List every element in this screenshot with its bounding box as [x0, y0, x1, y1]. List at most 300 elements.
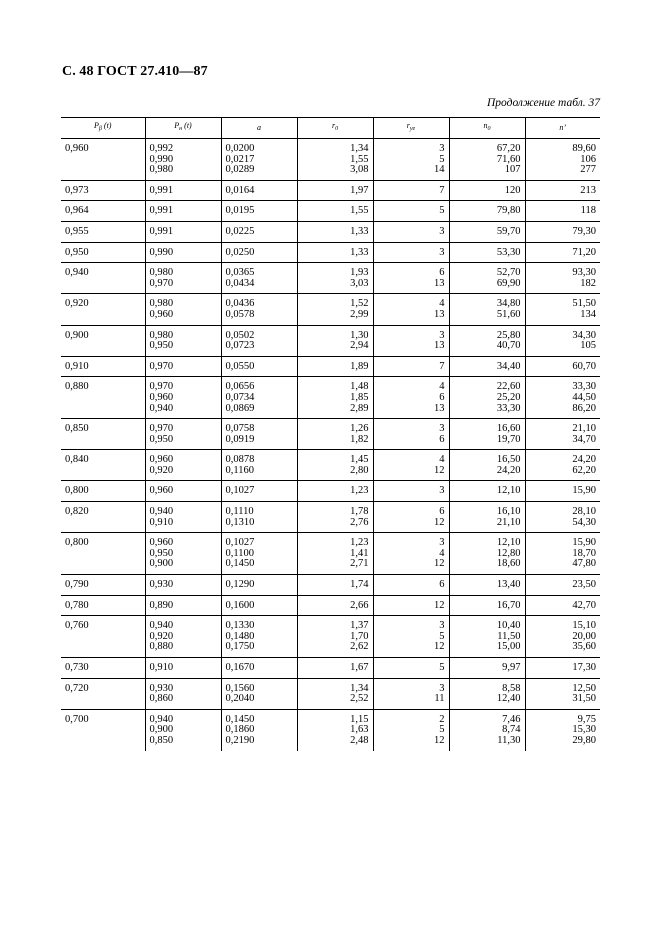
cell-value: 71,20 [572, 246, 596, 258]
cell-n0 [449, 616, 525, 658]
cell-value: 1,78 [350, 506, 369, 518]
cell-value: 0,0289 [225, 164, 255, 176]
cell-value: 15,10 [572, 620, 596, 632]
cell-value: 1,30 [350, 329, 369, 341]
column-header: $r_0$ [297, 118, 373, 139]
cell-value: 0,0200 [225, 143, 255, 154]
cell-p-beta [61, 201, 145, 222]
column-header: $P_\beta$ (t) [61, 118, 145, 139]
cell-a [221, 294, 297, 325]
cell-p-beta [61, 709, 145, 750]
cell-p-beta [61, 658, 145, 679]
cell-value: 0,950 [149, 547, 174, 559]
cell-value: 89,60 [572, 143, 596, 154]
cell-r-ye [373, 595, 449, 616]
cell-a [221, 678, 297, 709]
cell-n-prime [525, 658, 600, 679]
cell-value: 3 [439, 620, 445, 632]
cell-r0 [297, 356, 373, 377]
cell-value: 3 [439, 423, 445, 435]
cell-n0 [449, 658, 525, 679]
cell-value: 0,1100 [225, 547, 254, 559]
cell-value: 0,960 [65, 143, 89, 154]
cell-value: 44,50 [572, 391, 596, 403]
cell-p-beta [61, 377, 145, 419]
table-row [61, 242, 600, 263]
cell-a [221, 595, 297, 616]
cell-r-ye [373, 201, 449, 222]
cell-value: 107 [504, 164, 521, 176]
cell-p-beta [61, 450, 145, 481]
cell-value: 12 [434, 599, 445, 611]
cell-value: 0,0723 [225, 340, 255, 352]
cell-n0 [449, 242, 525, 263]
page-header: С. 48 ГОСТ 27.410—87 [62, 64, 208, 79]
cell-value: 59,70 [496, 225, 521, 237]
cell-value: 34,40 [496, 360, 521, 372]
cell-value: 0,940 [149, 620, 174, 632]
cell-value: 0,980 [149, 267, 174, 279]
cell-value: 5 [439, 205, 445, 217]
cell-value: 11,30 [497, 734, 521, 746]
cell-a [221, 450, 297, 481]
cell-value: 0,940 [149, 402, 174, 414]
cell-value: 0,1750 [225, 641, 255, 653]
cell-value: 0,0436 [225, 298, 255, 310]
cell-value: 51,60 [496, 308, 521, 320]
cell-value: 13 [434, 277, 445, 289]
cell-value: 0,960 [149, 391, 174, 403]
cell-value: 120 [504, 184, 521, 196]
table-header-row [61, 118, 600, 139]
cell-value: 71,60 [496, 153, 521, 165]
cell-value: 1,70 [350, 630, 369, 642]
cell-value: 0,0225 [225, 225, 255, 237]
table-row [61, 481, 600, 502]
cell-value: 34,80 [496, 298, 521, 310]
cell-a [221, 709, 297, 750]
cell-r0 [297, 263, 373, 294]
cell-value: 7 [439, 184, 445, 196]
cell-n-prime [525, 180, 600, 201]
cell-n0 [449, 377, 525, 419]
cell-value: 1,26 [350, 423, 369, 435]
cell-value: 8,74 [502, 724, 521, 736]
cell-value: 1,15 [350, 713, 369, 725]
cell-p-n [145, 221, 221, 242]
cell-value: 0,920 [149, 630, 174, 642]
cell-value: 0,940 [149, 713, 174, 725]
table-row [61, 294, 600, 325]
cell-p-n [145, 263, 221, 294]
cell-value: 0,1860 [225, 724, 255, 736]
cell-value: 0,1450 [225, 713, 255, 725]
cell-value: 21,10 [572, 423, 596, 435]
cell-value: 6 [439, 267, 445, 279]
cell-r0 [297, 201, 373, 222]
cell-n-prime [525, 263, 600, 294]
cell-value: 2,76 [350, 516, 369, 528]
cell-n-prime [525, 356, 600, 377]
cell-p-beta [61, 139, 145, 181]
cell-a [221, 419, 297, 450]
cell-value: 1,33 [350, 225, 369, 237]
cell-p-beta [61, 325, 145, 356]
table-row [61, 595, 600, 616]
cell-r-ye [373, 180, 449, 201]
cell-value: 12,50 [572, 682, 596, 694]
cell-r0 [297, 377, 373, 419]
cell-value: 0,0434 [225, 277, 255, 289]
cell-a [221, 502, 297, 533]
cell-a [221, 658, 297, 679]
cell-value: 0,991 [149, 225, 174, 237]
cell-r-ye [373, 616, 449, 658]
cell-value: 3,03 [350, 277, 369, 289]
cell-value: 0,0878 [225, 454, 255, 466]
column-header: $n_0$ [449, 118, 525, 139]
cell-r0 [297, 450, 373, 481]
cell-value: 16,70 [496, 599, 521, 611]
cell-value: 1,55 [350, 153, 369, 165]
cell-value: 0,990 [149, 153, 174, 165]
cell-p-n [145, 575, 221, 596]
cell-p-n [145, 595, 221, 616]
cell-value: 0,720 [65, 682, 89, 694]
cell-value: 13 [434, 402, 445, 414]
cell-value: 0,1450 [225, 558, 255, 570]
cell-value: 67,20 [496, 143, 521, 154]
cell-n0 [449, 263, 525, 294]
table-row [61, 450, 600, 481]
table-row [61, 139, 600, 181]
cell-p-n [145, 419, 221, 450]
cell-value: 0,0164 [225, 184, 255, 196]
cell-value: 0,910 [65, 360, 89, 372]
cell-value: 0,920 [149, 464, 174, 476]
cell-p-n [145, 139, 221, 181]
cell-value: 69,90 [496, 277, 521, 289]
cell-value: 11 [434, 693, 445, 705]
cell-r-ye [373, 377, 449, 419]
cell-value: 52,70 [496, 267, 521, 279]
table-row [61, 658, 600, 679]
cell-value: 0,0195 [225, 205, 255, 217]
cell-value: 6 [439, 506, 445, 518]
cell-value: 7 [439, 360, 445, 372]
cell-a [221, 377, 297, 419]
cell-value: 0,930 [149, 682, 174, 694]
cell-value: 0,850 [149, 734, 174, 746]
cell-value: 0,1480 [225, 630, 255, 642]
cell-p-n [145, 481, 221, 502]
column-header: $P_н$ (t) [145, 118, 221, 139]
cell-value: 0,1330 [225, 620, 255, 632]
cell-n-prime [525, 678, 600, 709]
cell-r0 [297, 139, 373, 181]
cell-value: 0,800 [65, 537, 89, 549]
column-header: a [221, 118, 297, 139]
cell-value: 0,840 [65, 454, 89, 466]
cell-value: 1,48 [350, 381, 369, 393]
cell-n0 [449, 221, 525, 242]
cell-r0 [297, 678, 373, 709]
cell-value: 0,980 [149, 164, 174, 176]
cell-value: 1,89 [350, 360, 369, 372]
cell-value: 0,970 [149, 423, 174, 435]
cell-value: 0,910 [149, 516, 174, 528]
table-row [61, 221, 600, 242]
cell-r-ye [373, 709, 449, 750]
cell-value: 16,60 [496, 423, 521, 435]
cell-r-ye [373, 450, 449, 481]
cell-n-prime [525, 502, 600, 533]
cell-value: 2,62 [350, 641, 369, 653]
cell-p-beta [61, 502, 145, 533]
cell-value: 13,40 [496, 579, 521, 591]
cell-value: 33,30 [496, 402, 521, 414]
cell-n0 [449, 595, 525, 616]
cell-value: 9,75 [577, 713, 596, 725]
cell-value: 12,10 [496, 485, 521, 497]
cell-value: 0,964 [65, 205, 89, 217]
cell-n-prime [525, 242, 600, 263]
cell-r0 [297, 242, 373, 263]
cell-value: 0,880 [149, 641, 174, 653]
cell-value: 35,60 [572, 641, 596, 653]
cell-value: 7,46 [502, 713, 521, 725]
cell-value: 34,70 [572, 433, 596, 445]
cell-value: 5 [439, 153, 445, 165]
cell-value: 0,850 [65, 423, 89, 435]
cell-r-ye [373, 481, 449, 502]
cell-value: 3,08 [350, 164, 369, 176]
cell-value: 15,00 [496, 641, 521, 653]
cell-value: 47,80 [572, 558, 596, 570]
cell-value: 0,940 [65, 267, 89, 279]
cell-p-n [145, 242, 221, 263]
cell-value: 0,760 [65, 620, 89, 632]
cell-value: 40,70 [496, 340, 521, 352]
cell-value: 277 [580, 164, 596, 176]
cell-a [221, 201, 297, 222]
cell-r0 [297, 658, 373, 679]
cell-value: 0,790 [65, 579, 89, 591]
cell-value: 0,1160 [225, 464, 254, 476]
table-row [61, 678, 600, 709]
cell-r0 [297, 294, 373, 325]
cell-n-prime [525, 481, 600, 502]
cell-value: 0,860 [149, 693, 174, 705]
cell-value: 0,991 [149, 184, 174, 196]
cell-value: 0,0550 [225, 360, 255, 372]
cell-value: 18,70 [572, 547, 596, 559]
cell-n-prime [525, 616, 600, 658]
cell-value: 1,23 [350, 485, 369, 497]
cell-n0 [449, 502, 525, 533]
cell-p-n [145, 294, 221, 325]
cell-r-ye [373, 242, 449, 263]
cell-value: 0,880 [65, 381, 89, 393]
cell-value: 23,50 [572, 579, 596, 591]
cell-value: 0,1310 [225, 516, 255, 528]
cell-r0 [297, 325, 373, 356]
cell-a [221, 139, 297, 181]
table-row [61, 325, 600, 356]
cell-value: 17,30 [572, 662, 596, 673]
cell-value: 1,55 [350, 205, 369, 217]
cell-value: 0,960 [149, 537, 174, 549]
cell-value: 1,34 [350, 682, 369, 694]
cell-n-prime [525, 139, 600, 181]
cell-value: 14 [434, 164, 445, 176]
cell-value: 1,45 [350, 454, 369, 466]
cell-n0 [449, 201, 525, 222]
cell-n0 [449, 419, 525, 450]
cell-value: 0,1027 [225, 537, 255, 549]
cell-n-prime [525, 450, 600, 481]
cell-r-ye [373, 294, 449, 325]
cell-value: 4 [439, 547, 445, 559]
cell-value: 6 [439, 579, 445, 591]
cell-value: 2 [439, 713, 445, 725]
cell-value: 13 [434, 340, 445, 352]
table-row [61, 502, 600, 533]
cell-value: 0,1110 [225, 506, 254, 518]
table-row [61, 419, 600, 450]
cell-value: 4 [439, 381, 445, 393]
cell-a [221, 481, 297, 502]
cell-a [221, 180, 297, 201]
cell-value: 5 [439, 662, 445, 673]
cell-value: 2,94 [350, 340, 369, 352]
cell-r-ye [373, 325, 449, 356]
cell-value: 0,990 [149, 246, 174, 258]
cell-r0 [297, 419, 373, 450]
cell-value: 0,890 [149, 599, 174, 611]
cell-n-prime [525, 325, 600, 356]
cell-value: 3 [439, 682, 445, 694]
cell-value: 1,74 [350, 579, 369, 591]
cell-n0 [449, 481, 525, 502]
cell-p-beta [61, 263, 145, 294]
cell-value: 0,920 [65, 298, 89, 310]
cell-value: 10,40 [496, 620, 521, 632]
cell-value: 0,960 [149, 308, 174, 320]
cell-n0 [449, 533, 525, 575]
cell-value: 62,20 [572, 464, 596, 476]
cell-value: 9,97 [502, 662, 521, 673]
cell-value: 0,1560 [225, 682, 255, 694]
table-row [61, 377, 600, 419]
cell-n-prime [525, 419, 600, 450]
cell-a [221, 263, 297, 294]
table-row [61, 263, 600, 294]
table-row [61, 709, 600, 750]
cell-value: 1,63 [350, 724, 369, 736]
cell-value: 79,30 [572, 225, 596, 237]
cell-p-beta [61, 419, 145, 450]
table-row [61, 180, 600, 201]
cell-value: 53,30 [496, 246, 521, 258]
cell-r-ye [373, 221, 449, 242]
cell-value: 3 [439, 225, 445, 237]
cell-value: 105 [580, 340, 596, 352]
cell-n0 [449, 180, 525, 201]
cell-value: 16,50 [496, 454, 521, 466]
cell-value: 1,82 [350, 433, 369, 445]
cell-value: 0,970 [149, 360, 174, 372]
cell-r-ye [373, 356, 449, 377]
cell-value: 0,730 [65, 662, 89, 673]
cell-p-n [145, 325, 221, 356]
cell-value: 0,0919 [225, 433, 255, 445]
cell-a [221, 616, 297, 658]
cell-a [221, 242, 297, 263]
cell-value: 3 [439, 537, 445, 549]
cell-n-prime [525, 201, 600, 222]
cell-value: 34,30 [572, 329, 596, 341]
cell-r0 [297, 709, 373, 750]
cell-p-beta [61, 678, 145, 709]
cell-a [221, 356, 297, 377]
cell-value: 20,00 [572, 630, 596, 642]
cell-n0 [449, 709, 525, 750]
cell-n-prime [525, 294, 600, 325]
cell-value: 18,60 [496, 558, 521, 570]
cell-value: 19,70 [496, 433, 521, 445]
cell-r0 [297, 533, 373, 575]
cell-value: 3 [439, 143, 445, 154]
cell-value: 12 [434, 734, 445, 746]
cell-value: 11,50 [497, 630, 521, 642]
cell-value: 0,0365 [225, 267, 255, 279]
cell-p-beta [61, 221, 145, 242]
cell-p-beta [61, 575, 145, 596]
cell-n-prime [525, 533, 600, 575]
cell-value: 3 [439, 485, 445, 497]
cell-value: 15,90 [572, 485, 596, 497]
cell-value: 0,910 [149, 662, 174, 673]
cell-value: 0,950 [65, 246, 89, 258]
cell-p-beta [61, 180, 145, 201]
cell-value: 0,1670 [225, 662, 255, 673]
cell-value: 3 [439, 329, 445, 341]
cell-value: 8,58 [502, 682, 521, 694]
cell-value: 1,33 [350, 246, 369, 258]
cell-value: 1,41 [350, 547, 369, 559]
cell-value: 106 [580, 153, 596, 165]
cell-value: 0,900 [149, 724, 174, 736]
cell-n0 [449, 356, 525, 377]
cell-r-ye [373, 502, 449, 533]
cell-value: 15,30 [572, 724, 596, 736]
cell-value: 182 [580, 277, 596, 289]
cell-p-n [145, 502, 221, 533]
table-row [61, 575, 600, 596]
cell-value: 24,20 [572, 454, 596, 466]
cell-value: 0,0869 [225, 402, 255, 414]
cell-value: 15,90 [572, 537, 596, 549]
table-row [61, 533, 600, 575]
cell-r0 [297, 616, 373, 658]
cell-value: 0,2040 [225, 693, 255, 705]
cell-r0 [297, 575, 373, 596]
cell-n0 [449, 139, 525, 181]
cell-value: 4 [439, 454, 445, 466]
cell-p-beta [61, 481, 145, 502]
cell-value: 6 [439, 391, 445, 403]
